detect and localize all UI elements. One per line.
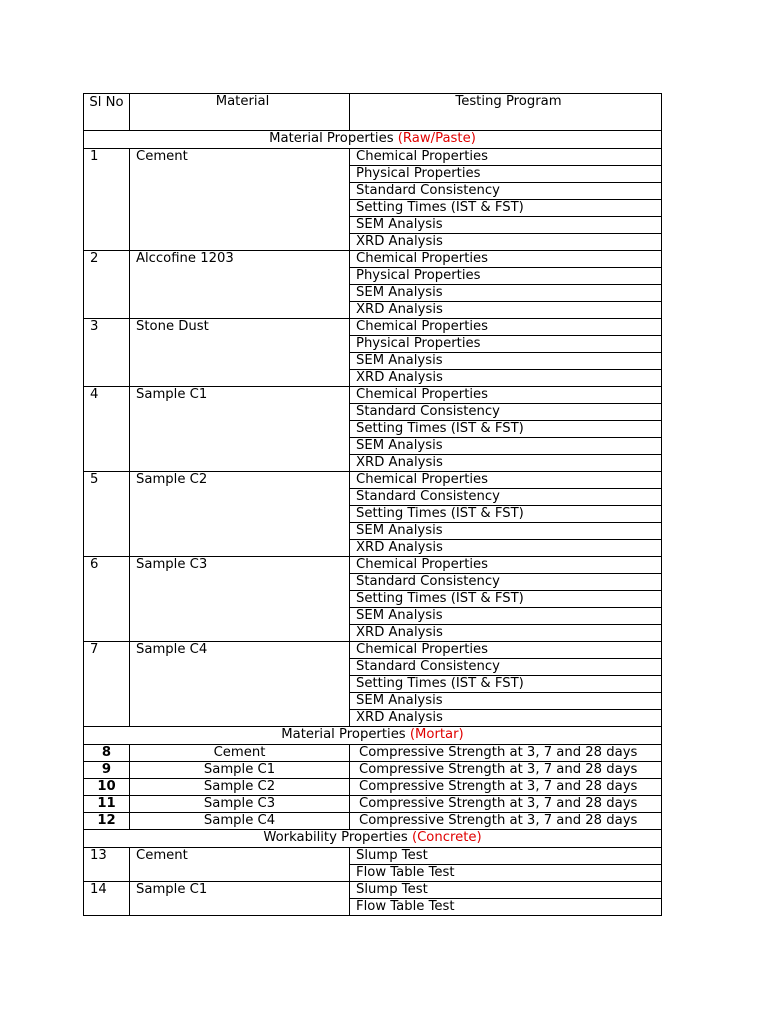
material-cell: Cement: [130, 745, 350, 762]
sl-no-cell: 9: [84, 762, 130, 779]
material-cell: Sample C2: [130, 779, 350, 796]
table-row: [84, 319, 662, 336]
header-row: [84, 94, 662, 131]
table-row: [84, 779, 662, 796]
test-cell: Physical Properties: [350, 336, 662, 353]
table-row: [84, 387, 662, 404]
test-cell: XRD Analysis: [350, 710, 662, 727]
table-row: [84, 251, 662, 268]
section-label: Material Properties: [281, 727, 410, 742]
test-cell: SEM Analysis: [350, 353, 662, 370]
test-cell: Setting Times (IST & FST): [350, 200, 662, 217]
material-cell: Cement: [130, 848, 350, 882]
table-row: [84, 813, 662, 830]
test-cell: Standard Consistency: [350, 183, 662, 200]
test-cell: Setting Times (IST & FST): [350, 506, 662, 523]
material-cell: Sample C4: [130, 813, 350, 830]
section-tag: (Mortar): [409, 727, 464, 742]
test-cell: Chemical Properties: [350, 557, 662, 574]
section-title: [84, 830, 662, 848]
material-cell: Alccofine 1203: [130, 251, 350, 319]
sl-no-cell: 14: [84, 882, 130, 916]
test-cell: SEM Analysis: [350, 217, 662, 234]
sl-no-cell: 11: [84, 796, 130, 813]
section-row-raw: [84, 131, 662, 149]
test-cell: Compressive Strength at 3, 7 and 28 days: [350, 779, 662, 796]
test-cell: Slump Test: [350, 882, 662, 899]
test-cell: XRD Analysis: [350, 625, 662, 642]
test-cell: XRD Analysis: [350, 455, 662, 472]
material-cell: Sample C1: [130, 882, 350, 916]
section-tag: (Raw/Paste): [397, 131, 476, 146]
test-cell: Physical Properties: [350, 166, 662, 183]
test-cell: Standard Consistency: [350, 489, 662, 506]
test-cell: Slump Test: [350, 848, 662, 865]
table-row: [84, 557, 662, 574]
test-cell: SEM Analysis: [350, 693, 662, 710]
test-cell: XRD Analysis: [350, 370, 662, 387]
material-cell: Sample C1: [130, 387, 350, 472]
test-cell: XRD Analysis: [350, 302, 662, 319]
test-cell: SEM Analysis: [350, 608, 662, 625]
test-cell: Chemical Properties: [350, 387, 662, 404]
section-title: [84, 131, 662, 149]
test-cell: SEM Analysis: [350, 523, 662, 540]
table-body: [84, 131, 662, 916]
test-cell: Compressive Strength at 3, 7 and 28 days: [350, 745, 662, 762]
test-cell: Setting Times (IST & FST): [350, 591, 662, 608]
test-cell: Chemical Properties: [350, 149, 662, 166]
test-cell: Setting Times (IST & FST): [350, 421, 662, 438]
header-testing-program: Testing Program: [350, 94, 662, 131]
material-cell: Cement: [130, 149, 350, 251]
table-row: [84, 848, 662, 865]
sl-no-cell: 4: [84, 387, 130, 472]
test-cell: SEM Analysis: [350, 438, 662, 455]
section-label: Workability Properties: [263, 830, 412, 845]
section-title: [84, 727, 662, 745]
test-cell: Chemical Properties: [350, 319, 662, 336]
material-cell: Sample C2: [130, 472, 350, 557]
section-row-mortar: [84, 727, 662, 745]
material-cell: Stone Dust: [130, 319, 350, 387]
test-cell: Standard Consistency: [350, 404, 662, 421]
table-row: [84, 762, 662, 779]
material-cell: Sample C3: [130, 796, 350, 813]
test-cell: XRD Analysis: [350, 540, 662, 557]
sl-no-cell: 12: [84, 813, 130, 830]
sl-no-cell: 1: [84, 149, 130, 251]
table-row: [84, 796, 662, 813]
testing-program-table: [83, 93, 662, 916]
sl-no-cell: 13: [84, 848, 130, 882]
sl-no-cell: 3: [84, 319, 130, 387]
section-label: Material Properties: [269, 131, 398, 146]
sl-no-cell: 5: [84, 472, 130, 557]
table-row: [84, 745, 662, 762]
test-cell: Compressive Strength at 3, 7 and 28 days: [350, 813, 662, 830]
table-row: [84, 149, 662, 166]
header-sl-no: Sl No: [84, 94, 130, 131]
sl-no-cell: 10: [84, 779, 130, 796]
sl-no-cell: 2: [84, 251, 130, 319]
test-cell: Compressive Strength at 3, 7 and 28 days: [350, 796, 662, 813]
test-cell: Chemical Properties: [350, 642, 662, 659]
header-material: Material: [130, 94, 350, 131]
test-cell: Compressive Strength at 3, 7 and 28 days: [350, 762, 662, 779]
test-cell: Chemical Properties: [350, 251, 662, 268]
test-cell: XRD Analysis: [350, 234, 662, 251]
test-cell: Flow Table Test: [350, 899, 662, 916]
sl-no-cell: 7: [84, 642, 130, 727]
test-cell: SEM Analysis: [350, 285, 662, 302]
test-cell: Setting Times (IST & FST): [350, 676, 662, 693]
test-cell: Physical Properties: [350, 268, 662, 285]
test-cell: Chemical Properties: [350, 472, 662, 489]
material-cell: Sample C4: [130, 642, 350, 727]
test-cell: Standard Consistency: [350, 659, 662, 676]
material-cell: Sample C3: [130, 557, 350, 642]
table-row: [84, 642, 662, 659]
table-row: [84, 882, 662, 899]
sl-no-cell: 6: [84, 557, 130, 642]
sl-no-cell: 8: [84, 745, 130, 762]
table-row: [84, 472, 662, 489]
test-cell: Standard Consistency: [350, 574, 662, 591]
test-cell: Flow Table Test: [350, 865, 662, 882]
section-row-concrete: [84, 830, 662, 848]
section-tag: (Concrete): [411, 830, 482, 845]
material-cell: Sample C1: [130, 762, 350, 779]
